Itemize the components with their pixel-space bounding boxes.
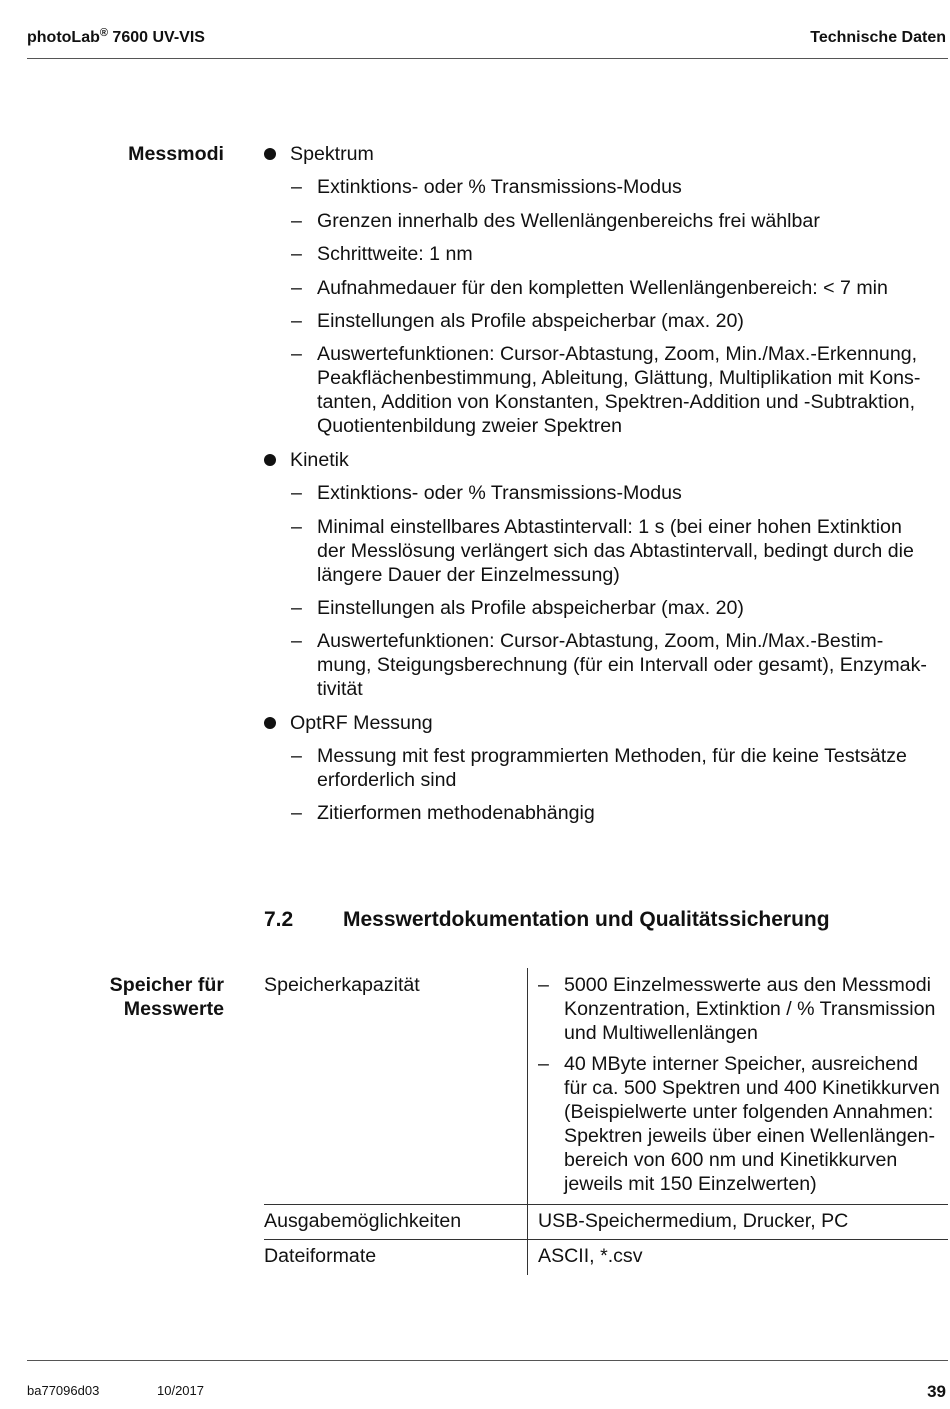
dash-icon: [291, 175, 302, 199]
dash-icon: [291, 342, 302, 366]
list-item-line: Aufnahmedauer für den kompletten Wellenlängenbereich: < 7 min: [317, 276, 888, 299]
dash-icon: [291, 209, 302, 233]
dash-icon: [538, 973, 549, 997]
header-divider: [27, 58, 948, 59]
list-item-line: für ca. 500 Spektren und 400 Kinetikkurven: [564, 1077, 940, 1099]
list-item-line: jeweils mit 150 Einzelwerten): [564, 1173, 817, 1195]
mode-title-text: OptRF Messung: [290, 711, 433, 734]
list-item-line: (Beispielwerte unter folgenden Annahmen:: [564, 1101, 934, 1123]
list-item-line: der Messlösung verlängert sich das Abtastintervall, bedingt durch die: [317, 539, 914, 562]
list-item-line: Extinktions- oder % Transmissions-Modus: [317, 482, 682, 505]
list-item-line: Extinktions- oder % Transmissions-Modus: [317, 176, 682, 199]
list-item-line: tivität: [317, 678, 363, 701]
list-item-line: bereich von 600 nm und Kinetikkurven: [564, 1149, 898, 1171]
table-cell-value: USB-Speichermedium, Drucker, PC: [538, 1210, 849, 1232]
dash-icon: [291, 481, 302, 505]
list-item-line: Einstellungen als Profile abspeicherbar (max. 20): [317, 309, 744, 332]
mode-optrf: [264, 711, 948, 826]
storage-label-line: Messwerte: [123, 998, 224, 1020]
list-item: [264, 342, 948, 438]
bullet-icon: [264, 717, 276, 729]
dash-icon: [538, 1052, 549, 1076]
mode-kinetik: [264, 448, 948, 702]
list-item: [264, 175, 948, 199]
list-item-line: Messung mit fest programmierten Methoden, für die keine Testsätze: [317, 745, 907, 768]
footer-divider: [27, 1360, 948, 1361]
dash-icon: [291, 801, 302, 825]
list-item: [264, 481, 948, 505]
table-cell-key: Ausgabemöglichkeiten: [264, 1210, 462, 1232]
list-item-line: Auswertefunktionen: Cursor-Abtastung, Zoom, Min./Max.-Bestim-: [317, 630, 884, 653]
dash-icon: [291, 596, 302, 620]
header-product: photoLab: [27, 29, 100, 46]
mode-title: [264, 711, 948, 735]
list-item-line: 40 MByte interner Speicher, ausreichend: [564, 1053, 918, 1075]
list-item: [264, 309, 948, 333]
dash-icon: [291, 515, 302, 539]
header-section: Technische Daten: [810, 29, 946, 46]
dash-icon: [291, 629, 302, 653]
mode-title: [264, 448, 948, 472]
list-item-line: Schrittweite: 1 nm: [317, 243, 473, 266]
mode-title-text: Spektrum: [290, 143, 374, 165]
list-item-line: Grenzen innerhalb des Wellenlängenbereichs frei wählbar: [317, 209, 820, 232]
list-item: [538, 1052, 940, 1196]
list-item: [264, 801, 948, 825]
section-title: Messwertdokumentation und Qualitätssicherung: [343, 908, 830, 931]
list-item: [264, 242, 948, 266]
header-title: [27, 28, 205, 48]
list-item: [264, 744, 948, 792]
table-row-file-formats: [264, 1239, 948, 1275]
list-item-line: Spektren jeweils über einen Wellenlängen-: [564, 1125, 936, 1147]
footer-date: 10/2017: [157, 1383, 204, 1398]
mode-title: [264, 142, 948, 166]
list-item-line: Minimal einstellbares Abtastintervall: 1 s (bei einer hohen Extinktion: [317, 515, 902, 538]
list-item: [264, 596, 948, 620]
table-cell-value: ASCII, *.csv: [538, 1245, 643, 1267]
list-item-line: 5000 Einzelmesswerte aus den Messmodi: [564, 974, 932, 996]
bullet-icon: [264, 454, 276, 466]
dash-icon: [291, 744, 302, 768]
section-number: 7.2: [264, 908, 294, 931]
dash-icon: [291, 242, 302, 266]
list-item: [264, 276, 948, 300]
storage-label: [0, 973, 224, 1021]
list-item-line: erforderlich sind: [317, 769, 457, 792]
table-cell-key: Dateiformate: [264, 1245, 377, 1267]
list-item-line: und Multiwellenlängen: [564, 1022, 758, 1044]
list-item-line: Einstellungen als Profile abspeicherbar (max. 20): [317, 596, 744, 619]
table-cell-value: [538, 973, 940, 1196]
table-cell-key: Speicherkapazität: [264, 974, 420, 996]
list-item-line: Peakflächenbestimmung, Ableitung, Glättung, Multiplikation mit Kons-: [317, 367, 921, 390]
list-item-line: längere Dauer der Einzelmessung): [317, 563, 620, 586]
list-item: [264, 629, 948, 701]
list-item: [264, 515, 948, 587]
registered-mark: ®: [99, 27, 108, 39]
messmodi-label-text: Messmodi: [128, 143, 224, 165]
list-item-line: Konzentration, Extinktion / % Transmission: [564, 998, 936, 1020]
footer-document-id: ba77096d03: [27, 1383, 100, 1398]
mode-title-text: Kinetik: [290, 448, 349, 471]
list-item-line: Quotientenbildung zweier Spektren: [317, 415, 622, 438]
list-item: [538, 973, 940, 1045]
table-row-capacity: [264, 968, 948, 1204]
list-item-line: Auswertefunktionen: Cursor-Abtastung, Zoom, Min./Max.-Erkennung,: [317, 343, 918, 366]
mode-spektrum: [264, 142, 948, 438]
bullet-icon: [264, 148, 276, 160]
header-model: 7600 UV-VIS: [107, 29, 205, 46]
dash-icon: [291, 309, 302, 333]
table-row-output: [264, 1204, 948, 1239]
storage-label-line: Speicher für: [109, 974, 224, 996]
list-item-line: tanten, Addition von Konstanten, Spektren-Addition und -Subtraktion,: [317, 391, 916, 414]
list-item: [264, 209, 948, 233]
messmodi-label: [0, 142, 224, 166]
measurement-modes-list: [264, 142, 948, 825]
list-item-line: Zitierformen methodenabhängig: [317, 802, 595, 825]
dash-icon: [291, 276, 302, 300]
page-number: 39: [927, 1382, 946, 1401]
list-item-line: mung, Steigungsberechnung (für ein Intervall oder gesamt), Enzymak-: [317, 654, 927, 677]
